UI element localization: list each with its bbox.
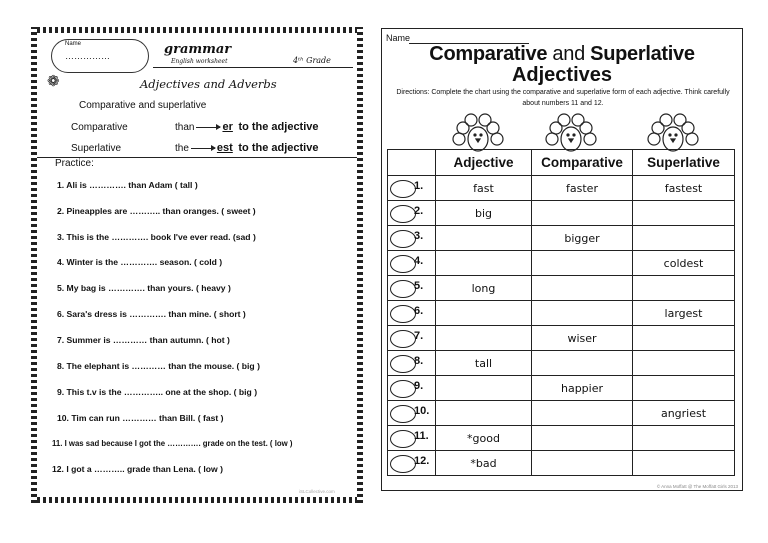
adjective-cell[interactable]: *bad	[436, 451, 532, 476]
pencil-tip-icon	[390, 430, 416, 448]
comparative-cell[interactable]	[532, 201, 633, 226]
adjective-cell[interactable]	[436, 326, 532, 351]
row-number-cell	[388, 326, 436, 351]
chart-body	[388, 176, 735, 476]
pencil-icon	[388, 402, 434, 424]
question-8: 8. The elephant is ………… than the mouse. ( big )	[57, 361, 260, 371]
comparative-cell[interactable]	[532, 351, 633, 376]
question-11: 11. I was sad because I got the …………. grade on the test. ( low )	[52, 439, 293, 448]
table-row	[388, 426, 735, 451]
adjective-chart	[387, 149, 735, 476]
chart-title-line2: Adjectives	[511, 64, 613, 86]
row-number-cell	[388, 201, 436, 226]
pencil-tip-icon	[390, 305, 416, 323]
table-row	[388, 376, 735, 401]
pencil-tip-icon	[390, 355, 416, 373]
question-9: 9. This t.v is the ………….. one at the shop. ( big )	[57, 387, 258, 397]
question-3: 3. This is the …………. book I've ever read. (sad )	[57, 232, 256, 242]
table-row	[388, 201, 735, 226]
worksheet-title: grammar	[164, 42, 232, 57]
question-12: 12. I got a ……….. grade than Lena. ( low )	[52, 464, 223, 474]
adjective-cell[interactable]	[436, 301, 532, 326]
comparative-cell[interactable]	[532, 451, 633, 476]
pencil-tip-icon	[390, 230, 416, 248]
row-number-cell	[388, 276, 436, 301]
superlative-cell[interactable]	[633, 376, 735, 401]
row-number: 12.	[414, 455, 430, 467]
adjective-cell[interactable]: *good	[436, 426, 532, 451]
superlative-cell[interactable]	[633, 276, 735, 301]
pencil-icon	[388, 377, 434, 399]
comparative-cell[interactable]: bigger	[532, 226, 633, 251]
row-number: 8.	[414, 355, 424, 367]
directions: Directions: Complete the chart using the comparative and superlative form of each adjective. Think carefully about numbers 11 and 12.	[396, 89, 730, 107]
question-6: 6. Sara's dress is …………. than mine. ( short )	[57, 309, 246, 319]
row-number-cell	[388, 176, 436, 201]
name-blank: ……………	[65, 51, 110, 61]
arrow-icon	[191, 148, 215, 149]
superlative-cell[interactable]: largest	[633, 301, 735, 326]
row-number: 11.	[414, 430, 429, 442]
title-part2: Superlative	[590, 43, 695, 65]
pencil-tip-icon	[390, 255, 416, 273]
row-number-cell	[388, 251, 436, 276]
decorative-border-left	[31, 27, 37, 503]
superlative-cell[interactable]: fastest	[633, 176, 735, 201]
table-row	[388, 251, 735, 276]
adjective-cell[interactable]	[436, 251, 532, 276]
pencil-tip-icon	[390, 380, 416, 398]
pencil-icon	[388, 277, 434, 299]
row-number-cell	[388, 351, 436, 376]
adjective-cell[interactable]	[436, 376, 532, 401]
table-row	[388, 301, 735, 326]
pencil-icon	[388, 252, 434, 274]
flower-icon: ❁	[47, 73, 60, 90]
pencil-icon	[388, 302, 434, 324]
adjective-cell[interactable]	[436, 226, 532, 251]
table-row	[388, 326, 735, 351]
pencil-tip-icon	[390, 205, 416, 223]
table-row	[388, 351, 735, 376]
pencil-tip-icon	[390, 180, 416, 198]
row-number: 9.	[414, 380, 424, 392]
grade-label: 4ᵗʰ Grade	[293, 56, 331, 65]
superlative-cell[interactable]: coldest	[633, 251, 735, 276]
name-label: Name	[65, 41, 82, 47]
question-10: 10. Tim can run ………… than Bill. ( fast )	[57, 413, 224, 423]
comparative-cell[interactable]	[532, 301, 633, 326]
section-heading: Adjectives and Adverbs	[140, 77, 277, 91]
name-label: Name	[386, 33, 411, 43]
table-row	[388, 401, 735, 426]
adjectives-chart-worksheet	[381, 28, 743, 491]
header-superlative: Superlative	[633, 150, 735, 176]
row-number: 7.	[414, 330, 424, 342]
rule-comparative-label: Comparative	[71, 122, 128, 133]
table-row	[388, 451, 735, 476]
question-7: 7. Summer is ………… than autumn. ( hot )	[57, 335, 230, 345]
pencil-icon	[388, 227, 434, 249]
rule-comparative	[175, 121, 319, 133]
practice-label: Practice:	[55, 158, 94, 169]
title-and: and	[552, 43, 585, 65]
question-4: 4. Winter is the …………. season. ( cold )	[57, 257, 223, 267]
superlative-cell[interactable]	[633, 426, 735, 451]
rule-superlative	[175, 142, 318, 154]
header-comparative: Comparative	[532, 150, 633, 176]
arrow-icon	[196, 127, 220, 128]
superlative-cell[interactable]	[633, 351, 735, 376]
chart-header-row	[388, 150, 735, 176]
row-number-cell	[388, 426, 436, 451]
question-5: 5. My bag is …………. than yours. ( heavy )	[57, 283, 231, 293]
pencil-tip-icon	[390, 455, 416, 473]
table-row	[388, 176, 735, 201]
pencil-icon	[388, 427, 434, 449]
superlative-cell[interactable]	[633, 326, 735, 351]
row-number-cell	[388, 451, 436, 476]
rule-superlative-label: Superlative	[71, 143, 122, 154]
superlative-cell[interactable]: angriest	[633, 401, 735, 426]
pencil-icon	[388, 327, 434, 349]
comparative-cell[interactable]	[532, 426, 633, 451]
table-row	[388, 226, 735, 251]
comparative-cell[interactable]	[532, 401, 633, 426]
table-row	[388, 276, 735, 301]
pencil-icon	[388, 452, 434, 474]
decorative-border-bottom	[31, 497, 363, 503]
superlative-cell[interactable]	[633, 451, 735, 476]
adjective-cell[interactable]: tall	[436, 351, 532, 376]
row-number: 10.	[414, 405, 430, 417]
row-number-cell	[388, 226, 436, 251]
superlative-cell[interactable]	[633, 201, 735, 226]
title-part1: Comparative	[429, 43, 548, 65]
question-1: 1. Ali is …………. than Adam ( tall )	[57, 180, 198, 190]
superlative-cell[interactable]	[633, 226, 735, 251]
decorative-border-top	[31, 27, 363, 33]
pencil-tip-icon	[390, 330, 416, 348]
topic-line: Comparative and superlative	[79, 100, 207, 111]
row-number: 5.	[414, 280, 424, 292]
comparative-cell[interactable]: happier	[532, 376, 633, 401]
question-2: 2. Pineapples are ……….. than oranges. ( sweet )	[57, 206, 256, 216]
worksheet-subtitle: English worksheet	[171, 58, 228, 65]
suffix-est: est	[216, 142, 233, 154]
row-number: 2.	[414, 205, 424, 217]
row-number-cell	[388, 401, 436, 426]
adjective-cell[interactable]: big	[436, 201, 532, 226]
comparative-cell[interactable]	[532, 276, 633, 301]
suffix-er: er	[222, 121, 233, 133]
rule-tail: to the adjective	[238, 142, 319, 154]
comparative-cell[interactable]: wiser	[532, 326, 633, 351]
header-adjective: Adjective	[436, 150, 532, 176]
pencil-icon	[388, 202, 434, 224]
rule-connector: the	[175, 143, 189, 154]
row-number: 4.	[414, 255, 424, 267]
row-number: 6.	[414, 305, 424, 317]
comparative-cell[interactable]	[532, 251, 633, 276]
chart-title	[382, 43, 742, 66]
rule-tail: to the adjective	[238, 121, 319, 133]
rule-connector: than	[175, 122, 195, 133]
pencil-icon	[388, 352, 434, 374]
grammar-worksheet	[31, 27, 363, 503]
pencil-tip-icon	[390, 405, 416, 423]
row-number: 3.	[414, 230, 424, 242]
copyright: © Anna Moffatt @ The Moffatt Girls 2013	[656, 484, 738, 489]
row-number-cell	[388, 301, 436, 326]
adjective-cell[interactable]	[436, 401, 532, 426]
watermark: iSLCollective.com	[299, 489, 335, 494]
comparative-cell[interactable]: faster	[532, 176, 633, 201]
pencil-tip-icon	[390, 280, 416, 298]
header-rule	[153, 67, 353, 68]
pencil-icon	[388, 177, 434, 199]
row-number-cell	[388, 376, 436, 401]
row-number: 1.	[414, 180, 424, 192]
decorative-border-right	[357, 27, 363, 503]
adjective-cell[interactable]: fast	[436, 176, 532, 201]
adjective-cell[interactable]: long	[436, 276, 532, 301]
header-number	[388, 150, 436, 176]
